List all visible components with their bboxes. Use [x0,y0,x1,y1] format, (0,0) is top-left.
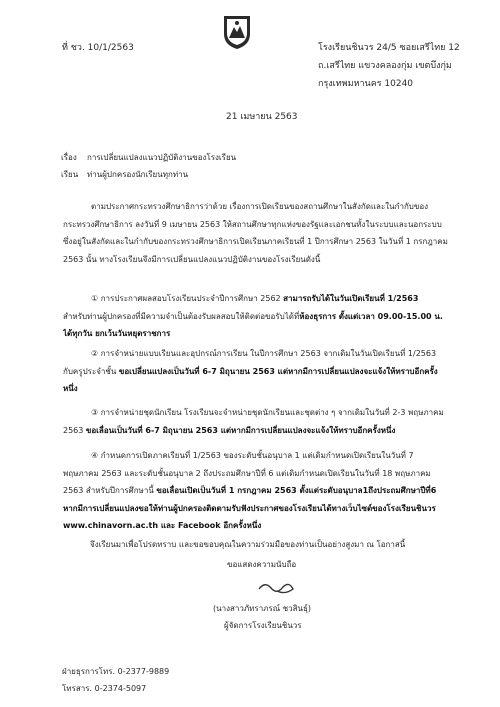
recipient-text: ท่านผู้ปกครองนักเรียนทุกท่าน [87,170,189,179]
item-line [63,404,467,422]
signatory-position: ผู้จัดการโรงเรียนชินวร [224,621,302,630]
school-address-line-3: กรุงเทพมหานคร 10240 [318,79,414,89]
signatory-name: (นางสาวภัทราภรณ์ ชวสินธุ์) [213,604,312,613]
subject-label: เรื่อง [61,153,77,162]
reference-number: ที่ ชว. 10/1/2563 [62,43,134,53]
item-line [63,500,467,518]
intro-line: 2563 นั้น ทางโรงเรียนจึงมีการเปลี่ยนแปลงแนวปฏิบัติงานของโรงเรียนดังนี้ [63,254,321,264]
item-1 [63,290,467,343]
item-line [63,345,467,363]
regards-text: ขอแสดงความนับถือ [227,560,297,569]
item-text-bold: ขอเปลี่ยนแปลงเป็นวันที่ 6-7 มิถุนายน 2563 แต่หากมีการเปลี่ยนแปลงจะแจ้งให้ทราบอีกครั้ง [118,366,438,376]
school-address-line-1: โรงเรียนชินวร 24/5 ซอยเสรีไทย 12 [318,43,460,53]
item-text-bold: หากมีการเปลี่ยนแปลงขอให้ท่านผู้ปกครองติดตามรับฟังประกาศของโรงเรียนได้ทางเว็บไซต์ของโรงเรียนชินวร [63,503,436,513]
item-text-bold: www.chinavorn.ac.th และ Facebook อีกครั้งหนึ่ง [63,521,262,530]
item-text: สำหรับท่านผู้ปกครองที่มีความจำเป็นต้องรับผลสอบให้ติดต่อขอรับได้ที่ [63,311,300,321]
subject-text: การเปลี่ยนแปลงแนวปฏิบัติงานของโรงเรียน [87,153,237,162]
school-address-line-2: ถ.เสรีไทย แขวงคลองกุ่ม เขตบึงกุ่ม [318,61,452,71]
item-3 [63,404,467,439]
admin-phone: ฝ่ายธุรการโทร. 0-2377-9889 [62,667,170,676]
item-line [63,422,467,440]
school-logo [222,14,252,50]
fax-number: โทรสาร. 0-2374-5097 [62,684,147,693]
item-text-bold: ขอเลื่อนเป็นวันที่ 6-7 มิถุนายน 2563 แต่หากมีการเปลี่ยนแปลงจะแจ้งให้ทราบอีกครั้งหนึ่ง [85,425,396,435]
item-text-bold: ห้องธุรการ ตั้งแต่เวลา 09.00-15.00 น. [299,311,443,321]
item-text: ① การประกาศผลสอบโรงเรียนประจำปีการศึกษา 2562 [91,294,284,303]
item-text: ③ การจำหน่ายชุดนักเรียน โรงเรียนจะจำหน่ายชุดนักเรียนและชุดต่าง ๆ จากเดิมในวันที่ 2-3 พฤษภาคม [91,408,444,417]
item-text-bold: หนึ่ง [63,384,78,393]
item-text: ② การจำหน่ายแบบเรียนและอุปกรณ์การเรียน ในปีการศึกษา 2563 จากเดิมในวันเปิดเรียนที่ 1/2563 [91,349,437,358]
signature [255,575,305,599]
intro-line: ซึ่งอยู่ในสังกัดและในกำกับของกระทรวงศึกษาธิการเปิดเรียนภาคเรียนที่ 1 ปีการศึกษา 2563 ในวันที่ 1 กรกฎาคม [63,237,448,246]
item-4 [63,447,467,535]
item-text: พฤษภาคม 2563 และระดับชั้นอนุบาล 2 ถึงประถมศึกษาปีที่ 6 แต่เดิมกำหนดเปิดเรียนในวันที่ 18 พฤษภาคม [63,468,431,478]
item-line [63,363,467,381]
item-text-bold: ขอเลื่อนเปิดเป็นวันที่ 1 กรกฎาคม 2563 ตั้งแต่ระดับอนุบาล1ถึงประถมศึกษาปีที่6 [156,486,437,495]
intro-paragraph [63,198,467,268]
item-text: 2563 สำหรับปีการศึกษานี้ [63,486,157,495]
item-2 [63,345,467,398]
item-line [63,290,467,308]
item-line [63,447,467,465]
item-line [63,517,467,535]
item-text-bold: สามารถรับได้ในวันเปิดเรียนที่ 1/2563 [283,294,419,303]
item-line [63,325,467,343]
closing-text: จึงเรียนมาเพื่อโปรดทราบ และขอขอบคุณในความร่วมมือของท่านเป็นอย่างสูงมา ณ โอกาสนี้ [90,540,406,549]
item-text: กับครูประจำชั้น [63,366,119,376]
item-text-bold: ได้ทุกวัน ยกเว้นวันหยุดราชการ [63,329,171,338]
item-line [63,482,467,500]
intro-line: กระทรวงศึกษาธิการ ลงวันที่ 9 เมษายน 2563 ให้สถานศึกษาทุกแห่งของรัฐและเอกชนทั้งในระบบและนอกระบบ [63,219,442,229]
item-line [63,465,467,483]
recipient-label: เรียน [61,170,79,179]
item-text: ④ กำหนดการเปิดภาคเรียนที่ 1/2563 ของระดับชั้นอนุบาล 1 แต่เดิมกำหนดเปิดเรียนในวันที่ 7 [91,451,414,460]
intro-line: ตามประกาศกระทรวงศึกษาธิการว่าด้วย เรื่องการเปิดเรียนของสถานศึกษาในสังกัดและในกำกับของ [91,202,429,211]
letter-date: 21 เมษายน 2563 [226,112,298,122]
item-line [63,308,467,326]
item-line [63,380,467,398]
item-text: 2563 [63,425,86,435]
